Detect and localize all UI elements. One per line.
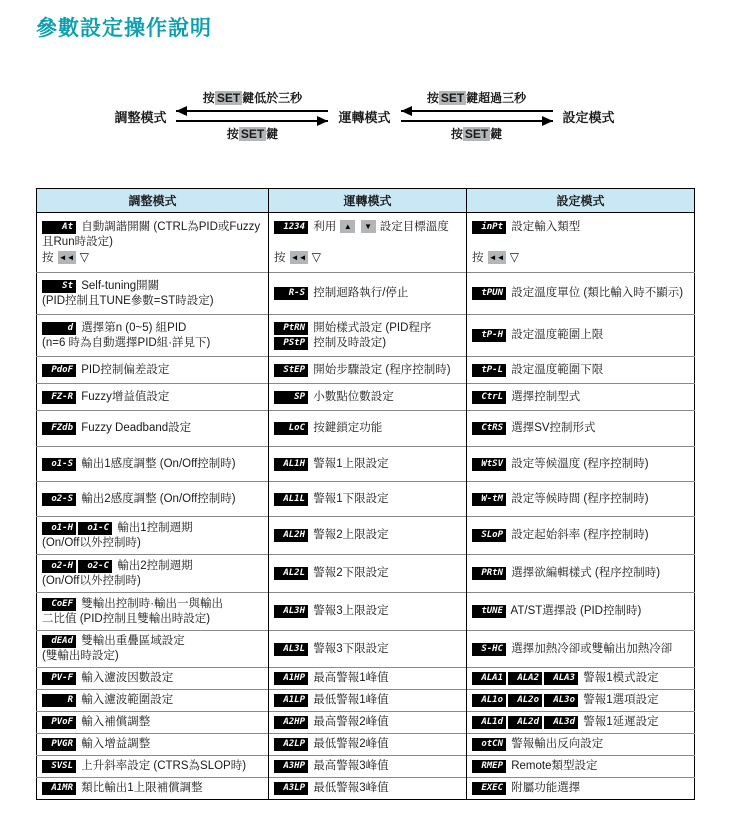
table-cell [467,756,695,778]
cell-text: 控制及時設定) [310,336,387,349]
table-row [37,315,695,357]
param-badge: AL1o [472,694,506,707]
table-cell [467,690,695,712]
param-badge: A3LP [274,782,308,795]
arrow-right-icon [176,120,328,122]
param-badge: SLoP [472,529,506,542]
transition-top-label [176,90,328,106]
table-row [37,631,695,668]
param-badge: LoC [274,422,308,435]
cell-text: 輸出1控制週期 [114,521,193,534]
table-cell [269,734,467,756]
back-key-icon: ◄◄ [290,252,307,262]
table-cell [467,357,695,384]
table-cell [37,668,269,690]
param-badge: PVGR [42,738,76,751]
cell-text: 輸入增益調整 [78,738,151,750]
mode-label-setting: 設定模式 [562,109,615,125]
cell-text: Remote類型設定 [508,760,598,772]
table-row [37,756,695,778]
param-badge: EXEC [472,782,506,795]
cell-text: 自動調諧開關 (CTRL為PID或Fuzzy [78,220,261,233]
param-badge: AL2L [274,567,308,580]
cell-text: 按鍵鎖定功能 [310,422,383,434]
table-row [37,668,695,690]
cell-text: 按 [42,251,57,264]
param-badge: A1MR [42,782,76,795]
table-cell [269,668,467,690]
cell-text: (PID控制且TUNE參數=ST時設定) [42,294,214,307]
cell-text: 警報1選項設定 [580,694,659,706]
table-cell [269,631,467,668]
param-badge: SP [274,391,308,404]
table-row [37,712,695,734]
param-badge: CtrL [472,391,506,404]
cell-text: 警報3上限設定 [310,605,389,617]
param-badge: otCN [472,738,506,751]
table-row [37,273,695,315]
param-badge: d [42,322,76,335]
arrow-right-icon [401,120,553,122]
param-badge: R [42,694,76,707]
label-text: 按 [226,127,239,141]
label-text: 鍵低於三秒 [242,91,303,105]
table-cell [269,555,467,593]
cell-text: Fuzzy Deadband設定 [78,422,192,434]
param-badge: tP-H [472,329,506,342]
cell-text: 按 [274,251,289,264]
param-badge: CoEF [42,598,76,611]
table-cell [37,734,269,756]
table-cell [467,273,695,315]
param-badge: o2-H [42,560,76,573]
set-key-highlight: SET [240,127,265,141]
label-text: 鍵 [266,127,279,141]
cell-text: PID控制偏差設定 [78,363,170,376]
cell-text: 輸入濾波因數設定 [78,672,174,684]
cell-text: 最高警報2峰值 [310,716,389,728]
param-badge: AL3o [544,694,578,707]
cell-text: 小數點位數設定 [310,390,394,403]
table-cell [467,593,695,631]
table-cell [467,447,695,482]
arrow-left-icon [401,110,553,112]
cell-text: 設定等候溫度 (程序控制時) [508,457,649,470]
transition-top-label [401,90,553,106]
cell-text: 警報1上限設定 [310,457,389,470]
param-badge: FZdb [42,422,76,435]
param-badge: AL1d [472,716,506,729]
table-cell [37,213,269,273]
label-text: 按 [202,91,215,105]
param-badge: tP-L [472,364,506,377]
table-cell [37,517,269,555]
param-badge: PtRN [274,322,308,335]
cell-text: 設定等候時間 (程序控制時) [508,492,649,505]
table-cell [37,384,269,411]
param-badge: inPt [472,221,506,234]
table-header-row [37,189,695,213]
table-row [37,517,695,555]
cell-text: 選擇欲編輯樣式 (程序控制時) [508,567,661,579]
table-cell [37,778,269,800]
table-row [37,778,695,800]
cell-text: 設定溫度單位 (類比輸入時不顯示) [508,287,684,299]
param-badge: A2HP [274,716,308,729]
table-cell [269,690,467,712]
table-cell [269,756,467,778]
param-badge: R-S [274,287,308,300]
param-badge: tUNE [472,605,506,618]
param-badge: PRtN [472,567,506,580]
table-row [37,357,695,384]
page-title: 參數設定操作說明 [36,17,212,40]
table-cell [37,593,269,631]
table-cell [37,447,269,482]
param-badge: StEP [274,364,308,377]
cell-text: 設定輸入類型 [508,220,581,233]
cell-text: 附屬功能選擇 [508,782,581,794]
cell-text: 選擇加熱冷卻或雙輸出加熱冷卻 [508,642,673,655]
param-badge: A2LP [274,738,308,751]
table-cell [269,712,467,734]
arrow-left-icon [176,110,328,112]
label-text: 鍵超過三秒 [466,91,527,105]
param-badge: S-HC [472,643,506,656]
mode-transition-diagram [0,90,729,142]
param-badge: PVoF [42,716,76,729]
table-cell [37,482,269,517]
param-badge: WtSV [472,458,506,471]
table-cell [467,778,695,800]
table-cell [467,482,695,517]
param-badge: o1-H [42,522,76,535]
table-row [37,690,695,712]
cell-text: 選擇第n (0~5) 組PID [78,321,187,334]
param-badge: FZ-R [42,391,76,404]
table-cell [37,315,269,357]
cell-text: 設定起始斜率 (程序控制時) [508,529,649,541]
table-cell [269,778,467,800]
table-cell [269,517,467,555]
cell-text: 最高警報3峰值 [310,760,389,772]
table-cell [269,213,467,273]
parameter-table [36,188,695,800]
table-row [37,447,695,482]
param-badge: ALA1 [472,672,506,685]
table-cell [37,555,269,593]
table-cell [37,631,269,668]
cell-text: 輸出2控制週期 [114,559,193,572]
table-cell [269,357,467,384]
back-key-icon: ◄◄ [58,252,75,262]
table-cell [467,315,695,357]
cell-text: 利用 [310,220,340,233]
table-cell [467,517,695,555]
label-text: 鍵 [490,127,503,141]
param-badge: SVSL [42,760,76,773]
cell-text: 且Run時設定) [42,235,113,248]
triangle-down-icon: ▽ [509,249,519,264]
table-row [37,384,695,411]
cell-text: 雙輸出控制時·輸出一與輸出 [78,597,224,610]
param-badge: A1LP [274,694,308,707]
cell-text: 輸出2感度調整 (On/Off控制時) [78,492,236,505]
table-cell [269,447,467,482]
param-badge: PdoF [42,364,76,377]
set-key-highlight: SET [464,127,489,141]
table-cell [37,357,269,384]
param-badge: A3HP [274,760,308,773]
table-cell [269,273,467,315]
cell-text: AT/ST選擇設 (PID控制時) [508,605,642,617]
table-cell [37,273,269,315]
table-row [37,734,695,756]
param-badge: ALA3 [544,672,578,685]
param-badge: AL1L [274,493,308,506]
cell-text: 按 [472,251,487,264]
cell-text: 最低警報2峰值 [310,738,389,750]
cell-text: 輸入補償調整 [78,716,151,728]
cell-text: 最低警報1峰值 [310,694,389,706]
param-badge: CtRS [472,422,506,435]
param-badge: W-tM [472,493,506,506]
param-badge: A1HP [274,672,308,685]
table-cell [467,734,695,756]
param-badge: AL2d [508,716,542,729]
param-badge: St [42,280,76,293]
table-cell [467,555,695,593]
param-badge: tPUN [472,287,506,300]
table-cell [467,712,695,734]
label-text: 按 [426,91,439,105]
param-badge: AL2H [274,529,308,542]
transition-left [176,90,328,142]
transition-bottom-label [176,126,328,142]
cell-text: 警報1延遲設定 [580,716,659,728]
cell-text: 警報輸出反向設定 [508,738,604,750]
cell-text: 控制迴路執行/停止 [310,287,409,299]
column-header-setting-mode: 設定模式 [467,189,695,213]
set-key-highlight: SET [216,91,241,105]
table-cell [467,411,695,447]
cell-text: 警報1模式設定 [580,672,659,684]
cell-text: 開始樣式設定 (PID程序 [310,321,432,334]
param-badge: RMEP [472,760,506,773]
column-header-run-mode: 運轉模式 [269,189,467,213]
cell-text: Self-tuning開關 [78,279,160,292]
cell-text: 選擇SV控制形式 [508,422,596,434]
table-cell [467,631,695,668]
cell-text: 輸出1感度調整 (On/Off控制時) [78,457,236,470]
table-row [37,411,695,447]
param-badge: o2-S [42,493,76,506]
cell-text: 設定溫度範圍上限 [508,329,604,341]
transition-bottom-label [401,126,553,142]
cell-text: 警報2下限設定 [310,567,389,579]
table-row [37,482,695,517]
param-badge: AL3d [544,716,578,729]
transition-right [401,90,553,142]
cell-text: 上升斜率設定 (CTRS為SLOP時) [78,760,247,772]
cell-text: Fuzzy增益值設定 [78,390,170,403]
table-cell [269,593,467,631]
down-button-icon: ▼ [361,220,376,233]
cell-text: (雙輸出時設定) [42,650,119,662]
cell-text: 類比輸出1上限補償調整 [78,782,203,794]
cell-text: 警報1下限設定 [310,492,389,505]
param-badge: o1-S [42,458,76,471]
table-cell [37,712,269,734]
table-cell [37,411,269,447]
param-badge: PStP [274,337,308,350]
cell-text: 設定目標溫度 [376,220,449,233]
table-cell [37,690,269,712]
column-header-adjust-mode: 調整模式 [37,189,269,213]
cell-text: 警報3下限設定 [310,642,389,655]
cell-text: (n=6 時為自動選擇PID組·詳見下) [42,336,211,349]
table-row [37,555,695,593]
table-cell [269,384,467,411]
param-badge: ALA2 [508,672,542,685]
triangle-down-icon: ▽ [311,249,321,264]
param-badge: AL3L [274,643,308,656]
set-key-highlight: SET [440,91,465,105]
param-badge: At [42,221,76,234]
label-text: 按 [450,127,463,141]
up-button-icon: ▲ [340,220,355,233]
param-badge: AL3H [274,605,308,618]
cell-text [356,221,359,233]
cell-text: 雙輸出重疊區域設定 [78,635,185,647]
cell-text: 設定溫度範圍下限 [508,363,604,376]
param-badge: AL1H [274,458,308,471]
param-badge: o2-C [78,560,112,573]
table-cell [467,213,695,273]
cell-text: 最低警報3峰值 [310,782,389,794]
table-cell [467,384,695,411]
table-cell [269,315,467,357]
cell-text: 開始步驟設定 (程序控制時) [310,363,451,376]
cell-text: (On/Off以外控制時) [42,536,141,549]
table-row [37,213,695,273]
cell-text: (On/Off以外控制時) [42,574,141,587]
mode-label-adjust: 調整模式 [114,109,167,125]
param-badge: dEAd [42,635,76,648]
table-cell [269,411,467,447]
cell-text: 最高警報1峰值 [310,672,389,684]
param-badge: o1-C [78,522,112,535]
mode-label-run: 運轉模式 [338,109,391,125]
cell-text: 二比值 (PID控制且雙輸出時設定) [42,612,211,625]
param-badge: 1234 [274,221,308,234]
triangle-down-icon: ▽ [79,249,89,264]
param-badge: PV-F [42,672,76,685]
param-badge: AL2o [508,694,542,707]
table-cell [37,756,269,778]
back-key-icon: ◄◄ [488,252,505,262]
cell-text: 輸入濾波範圍設定 [78,694,174,706]
cell-text: 警報2上限設定 [310,529,389,541]
table-cell [269,482,467,517]
cell-text: 選擇控制型式 [508,390,581,403]
table-cell [467,668,695,690]
table-row [37,593,695,631]
